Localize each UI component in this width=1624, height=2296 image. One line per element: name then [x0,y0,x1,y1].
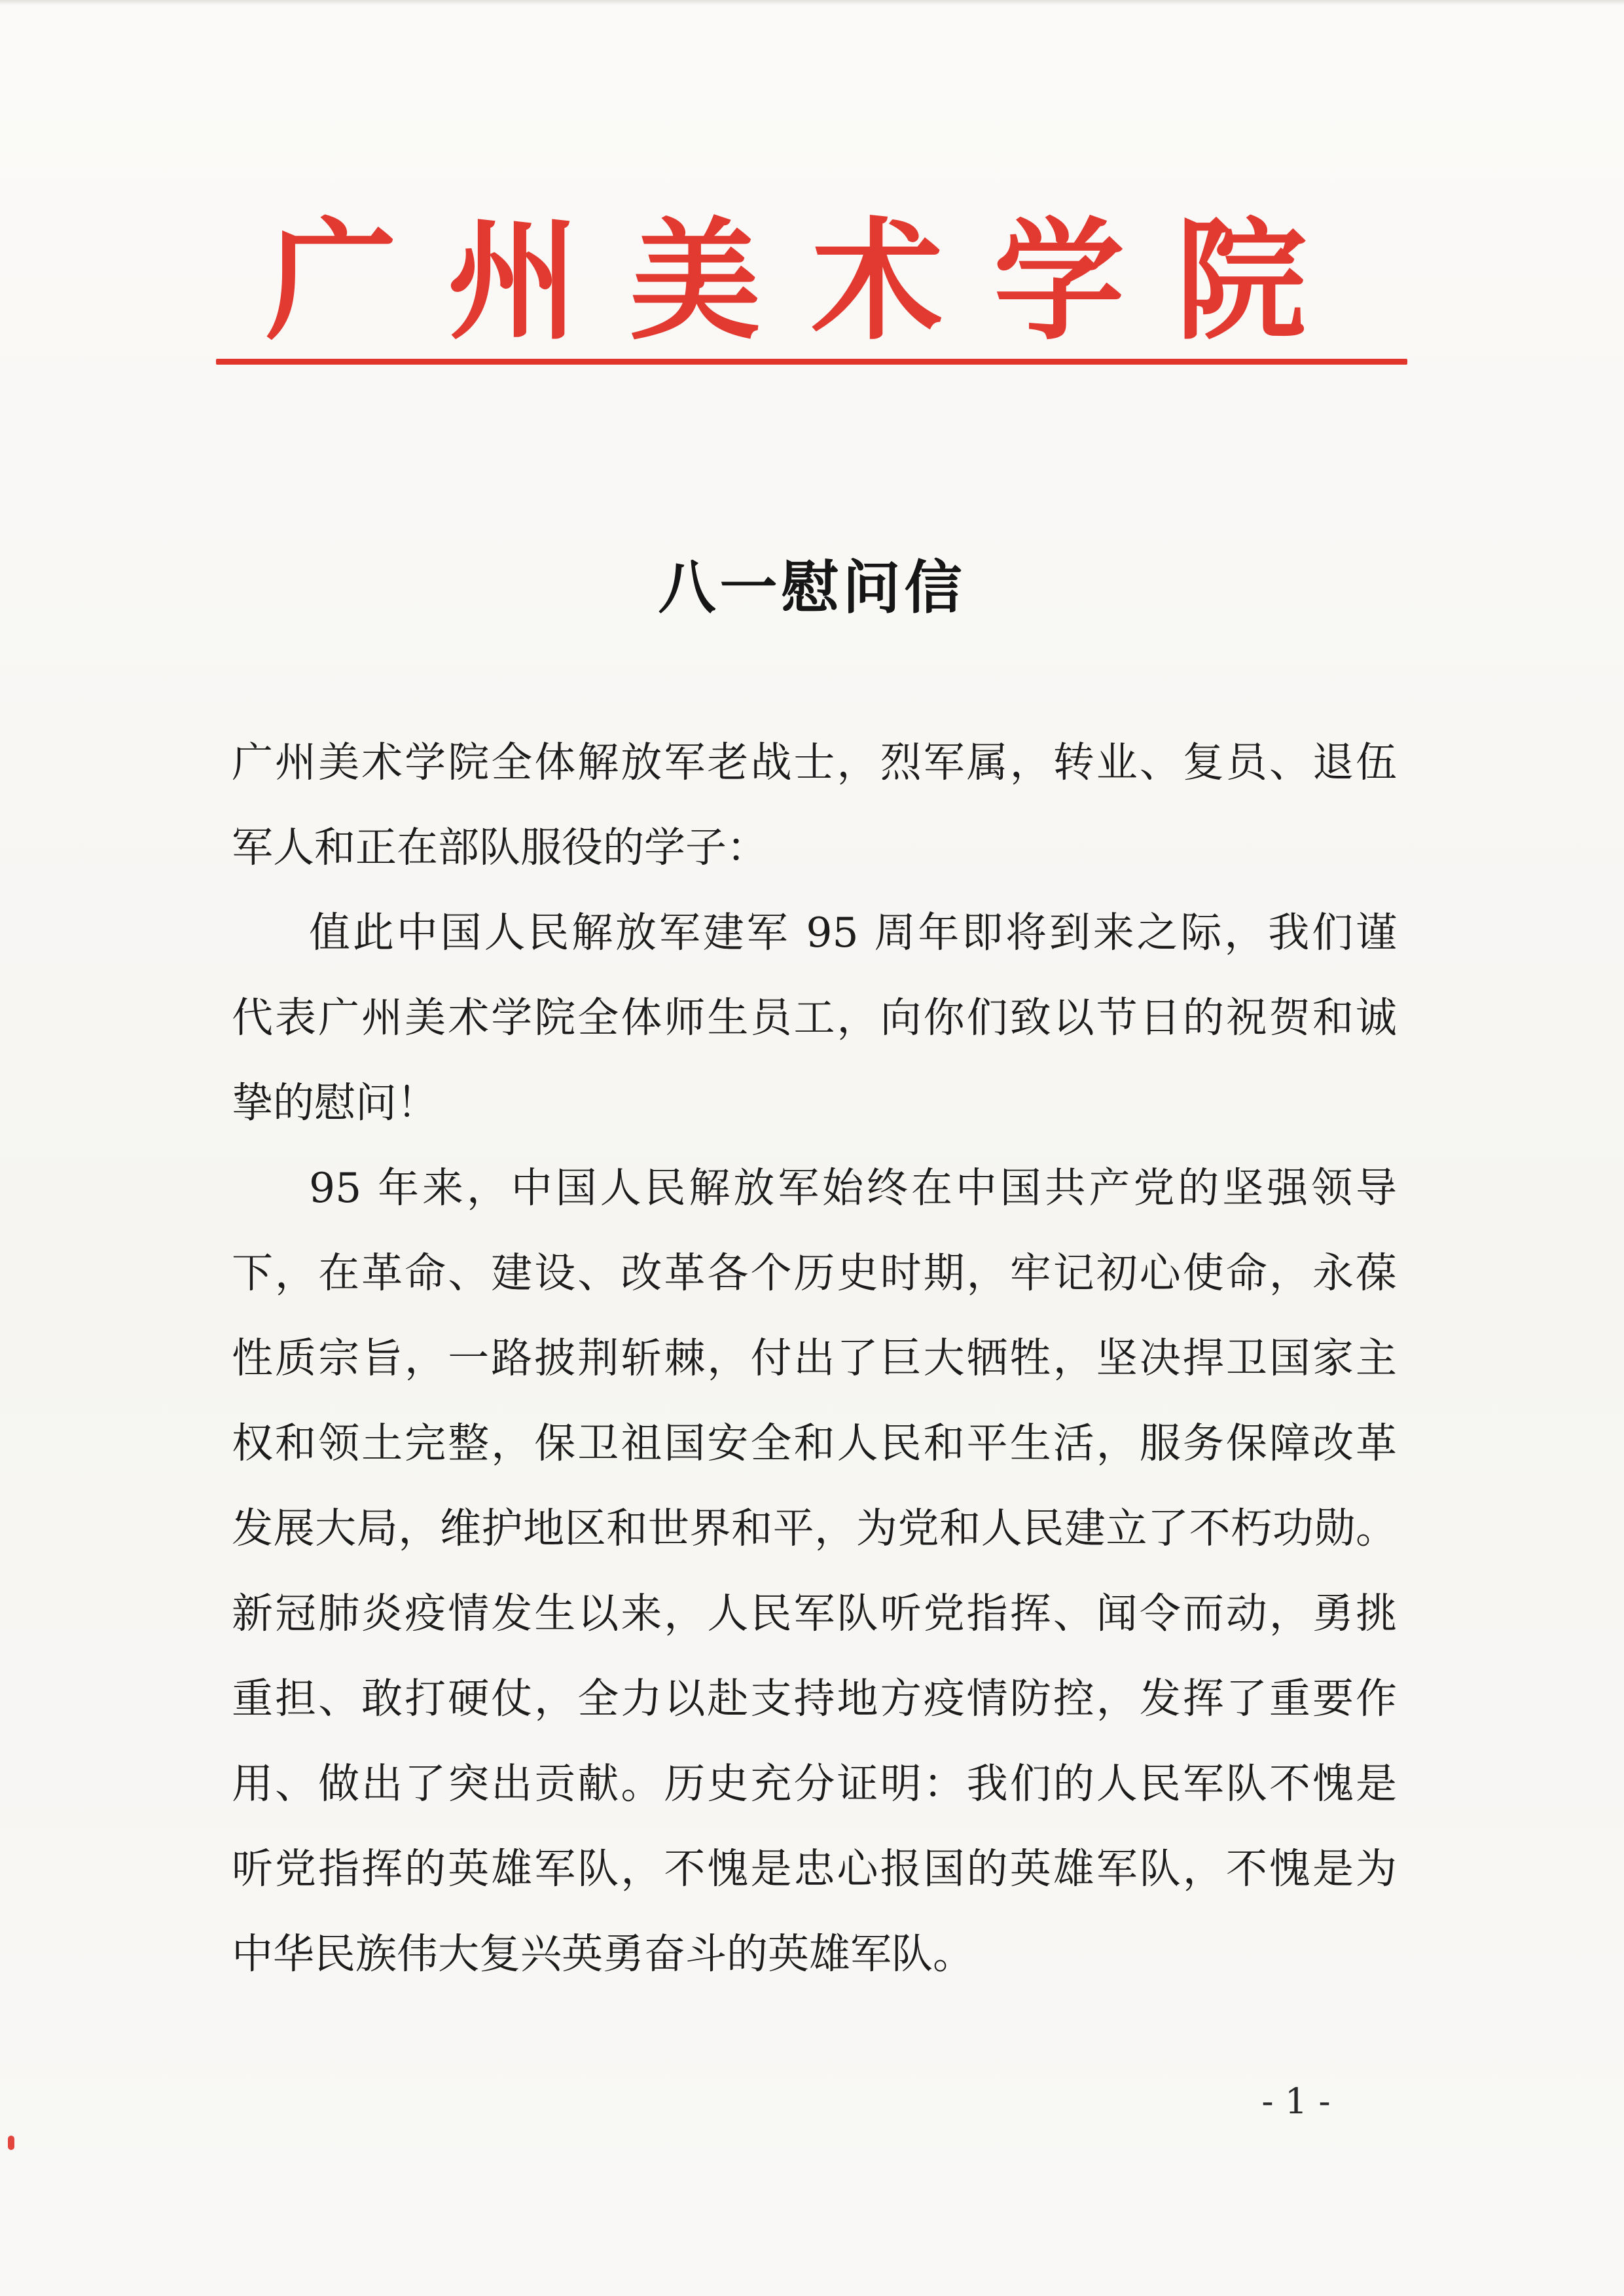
letterhead-institution-name: 广州美术学院 [265,204,1358,358]
body-line: 中华民族伟大复兴英勇奋斗的英雄军队。 [232,1930,974,1978]
body-line: 值此中国人民解放军建军 95 周年即将到来之际，我们谨 [309,909,1397,957]
body-line: 发展大局，维护地区和世界和平，为党和人民建立了不朽功勋。 [232,1504,1397,1552]
body-line: 挚的慰问！ [232,1079,438,1127]
body-line: 听党指挥的英雄军队，不愧是忠心报国的英雄军队，不愧是为 [232,1845,1397,1893]
body-line: 用、做出了突出贡献。历史充分证明：我们的人民军队不愧是 [232,1760,1397,1808]
body-line: 性质宗旨，一路披荆斩棘，付出了巨大牺牲，坚决捍卫国家主 [232,1334,1397,1382]
body-line: 重担、敢打硬仗，全力以赴支持地方疫情防控，发挥了重要作 [232,1675,1397,1722]
letterhead-red-rule [216,359,1407,365]
scan-top-edge [0,0,1624,5]
body-line: 代表广州美术学院全体师生员工，向你们致以节日的祝贺和诚 [232,994,1397,1042]
salutation-line: 广州美术学院全体解放军老战士，烈军属，转业、复员、退伍 [232,738,1397,786]
body-line: 权和领土完整，保卫祖国安全和人民和平生活，服务保障改革 [232,1419,1397,1467]
body-line: 95 年来，中国人民解放军始终在中国共产党的坚强领导 [309,1164,1397,1212]
salutation-line: 军人和正在部队服役的学子： [232,824,768,871]
page-number: - 1 - [1261,2081,1331,2122]
scan-mark [8,2136,14,2150]
body-line: 下，在革命、建设、改革各个历史时期，牢记初心使命，永葆 [232,1249,1397,1297]
document-body [232,720,1397,1997]
document-title: 八一慰问信 [658,553,966,621]
body-line: 新冠肺炎疫情发生以来，人民军队听党指挥、闻令而动，勇挑 [232,1590,1397,1637]
